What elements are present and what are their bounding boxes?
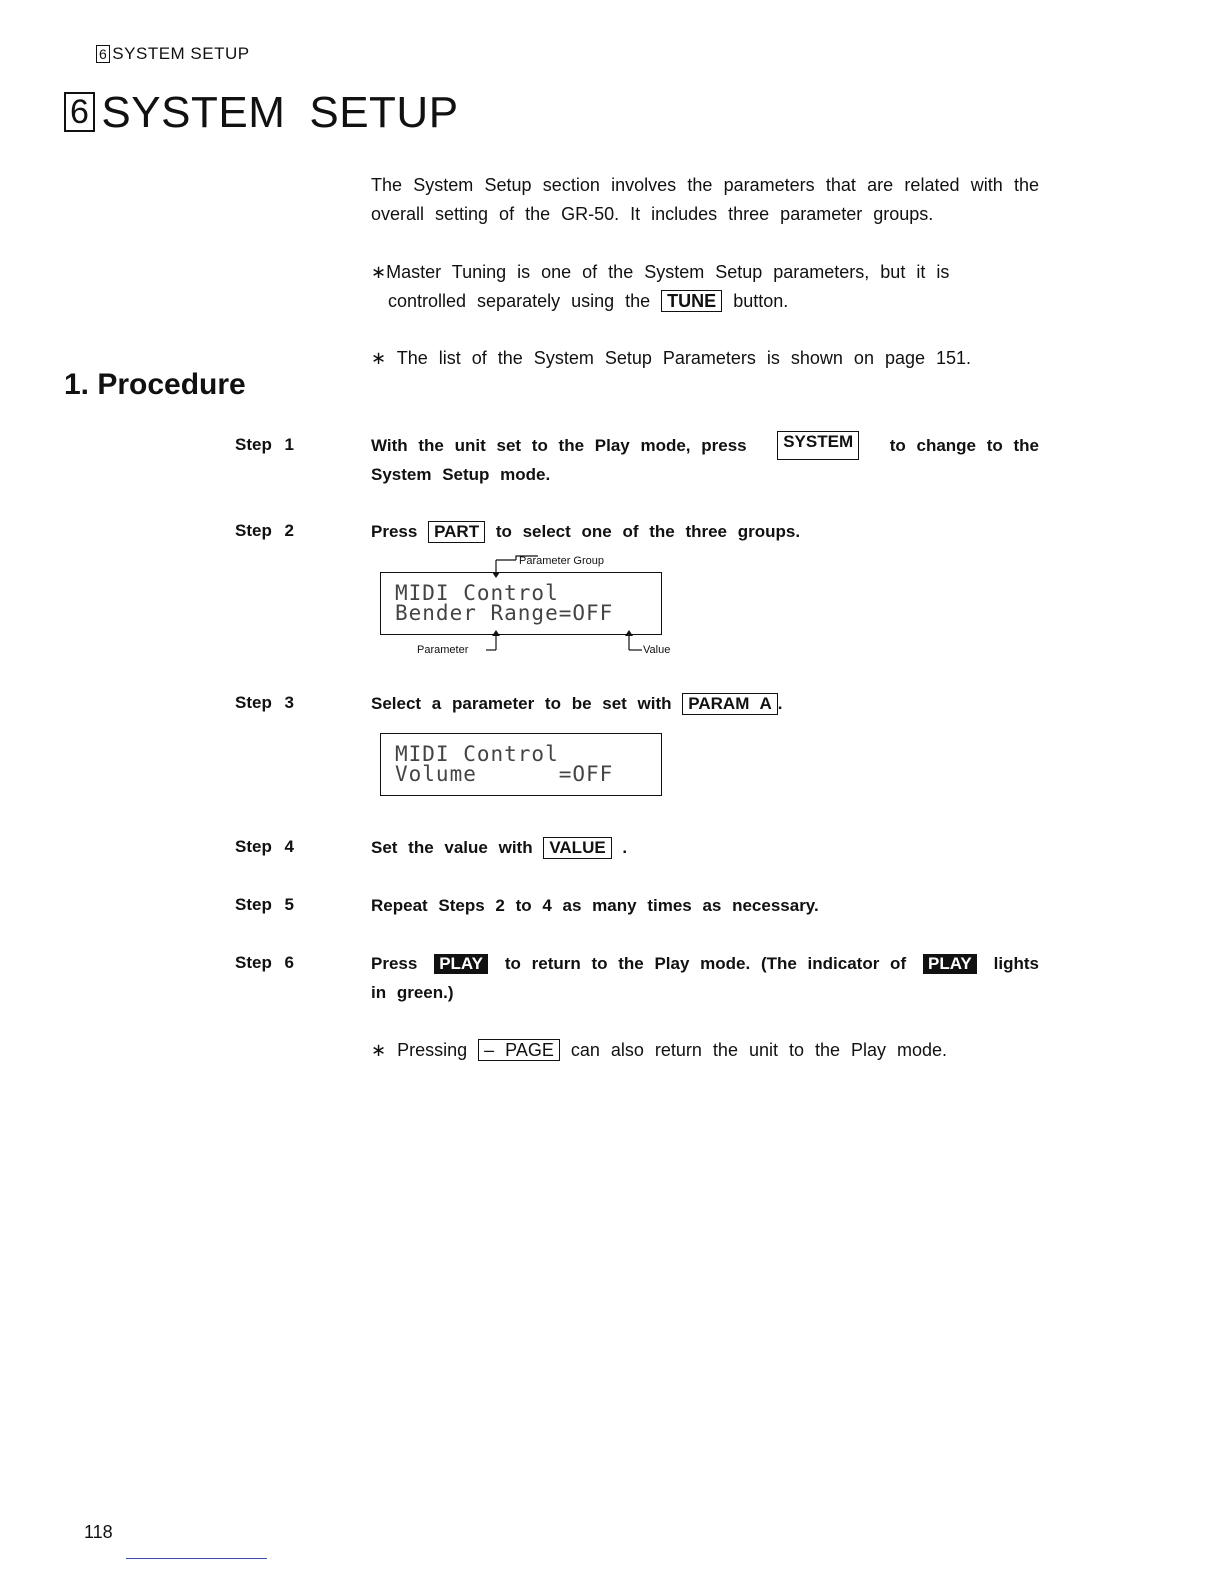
step-5-text: Repeat Steps 2 to 4 as many times as necessary. [371, 896, 819, 915]
page-number: 118 [84, 1522, 113, 1542]
step-4-label: Step 4 [235, 837, 295, 856]
parameter-list-note: ∗ The list of the System Setup Parameters is shown on page 151. [371, 348, 972, 368]
step-6-label: Step 6 [235, 953, 295, 972]
lcd-display-2 [380, 733, 662, 796]
tune-key: TUNE [661, 290, 722, 312]
title-word-2: SETUP [309, 88, 459, 137]
step-2-text-a: Press [371, 522, 418, 541]
step-3-label: Step 3 [235, 693, 295, 712]
note-text-end: button. [733, 291, 789, 311]
step-6-text-d: in green.) [371, 983, 454, 1002]
master-tuning-note-line2 [371, 287, 1039, 316]
step-6-text-b: to return to the Play mode. (The indicator of [504, 954, 907, 973]
lcd-2-line-2: Volume =OFF [395, 762, 614, 786]
label-parameter-group: Parameter Group [519, 555, 604, 567]
step-3-text-a: Select a parameter to be set with [371, 694, 672, 713]
step-1-label: Step 1 [235, 435, 295, 454]
section-heading: 1. Procedure [64, 368, 246, 401]
step-1-text-a: With the unit set to the Play mode, press [371, 436, 747, 455]
step-6-text [371, 949, 1039, 1007]
step-4-text-a: Set the value with [371, 838, 533, 857]
page-minus-key: – PAGE [478, 1039, 560, 1061]
label-parameter: Parameter [417, 644, 469, 656]
lcd-1-line-2: Bender Range=OFF [395, 601, 614, 625]
step-4-text [371, 833, 1039, 862]
title-number: 6 [64, 92, 95, 132]
step-1-text [371, 431, 1039, 489]
master-tuning-note [371, 258, 1039, 316]
step-5-label: Step 5 [235, 895, 295, 914]
master-tuning-note-line1: ∗Master Tuning is one of the System Setup parameters, but it is [371, 262, 950, 282]
step-2-label: Step 2 [235, 521, 295, 540]
running-header-number: 6 [96, 45, 110, 63]
running-header-text: SYSTEM SETUP [112, 44, 250, 63]
value-key: VALUE [543, 837, 611, 859]
param-a-key: PARAM A [682, 693, 777, 715]
step-6-text-a: Press [371, 954, 418, 973]
step-4-text-b: . [622, 838, 628, 857]
page-key-note [371, 1036, 1039, 1065]
label-value: Value [643, 644, 671, 656]
step-3-text-b: . [777, 694, 783, 713]
step-2-text-b: to select one of the three groups. [495, 522, 801, 541]
lcd-display-1 [380, 572, 662, 635]
play-key: PLAY [434, 954, 488, 974]
page-note-text-a: ∗ Pressing [371, 1040, 468, 1060]
play-key-indicator: PLAY [923, 954, 977, 974]
step-1-text-b: to change to the [889, 436, 1039, 455]
system-key: SYSTEM [777, 431, 859, 460]
intro-paragraph: The System Setup section involves the parameters that are related with the overall setting of the GR-50. It includes three parameter groups. [371, 175, 1039, 224]
step-6-text-c: lights [993, 954, 1039, 973]
step-2-text [371, 517, 1039, 546]
title-word-1: SYSTEM [101, 88, 286, 137]
lcd-1-line-1: MIDI Control [395, 581, 559, 605]
running-header [96, 44, 250, 64]
page-title [64, 88, 459, 138]
page-note-text-b: can also return the unit to the Play mode. [570, 1040, 948, 1060]
step-1-text-c: System Setup mode. [371, 465, 551, 484]
step-3-text [371, 689, 1039, 718]
footer-rule [126, 1558, 267, 1559]
lcd-2-line-1: MIDI Control [395, 742, 559, 766]
note-text: controlled separately using the [388, 291, 651, 311]
part-key: PART [428, 521, 485, 543]
